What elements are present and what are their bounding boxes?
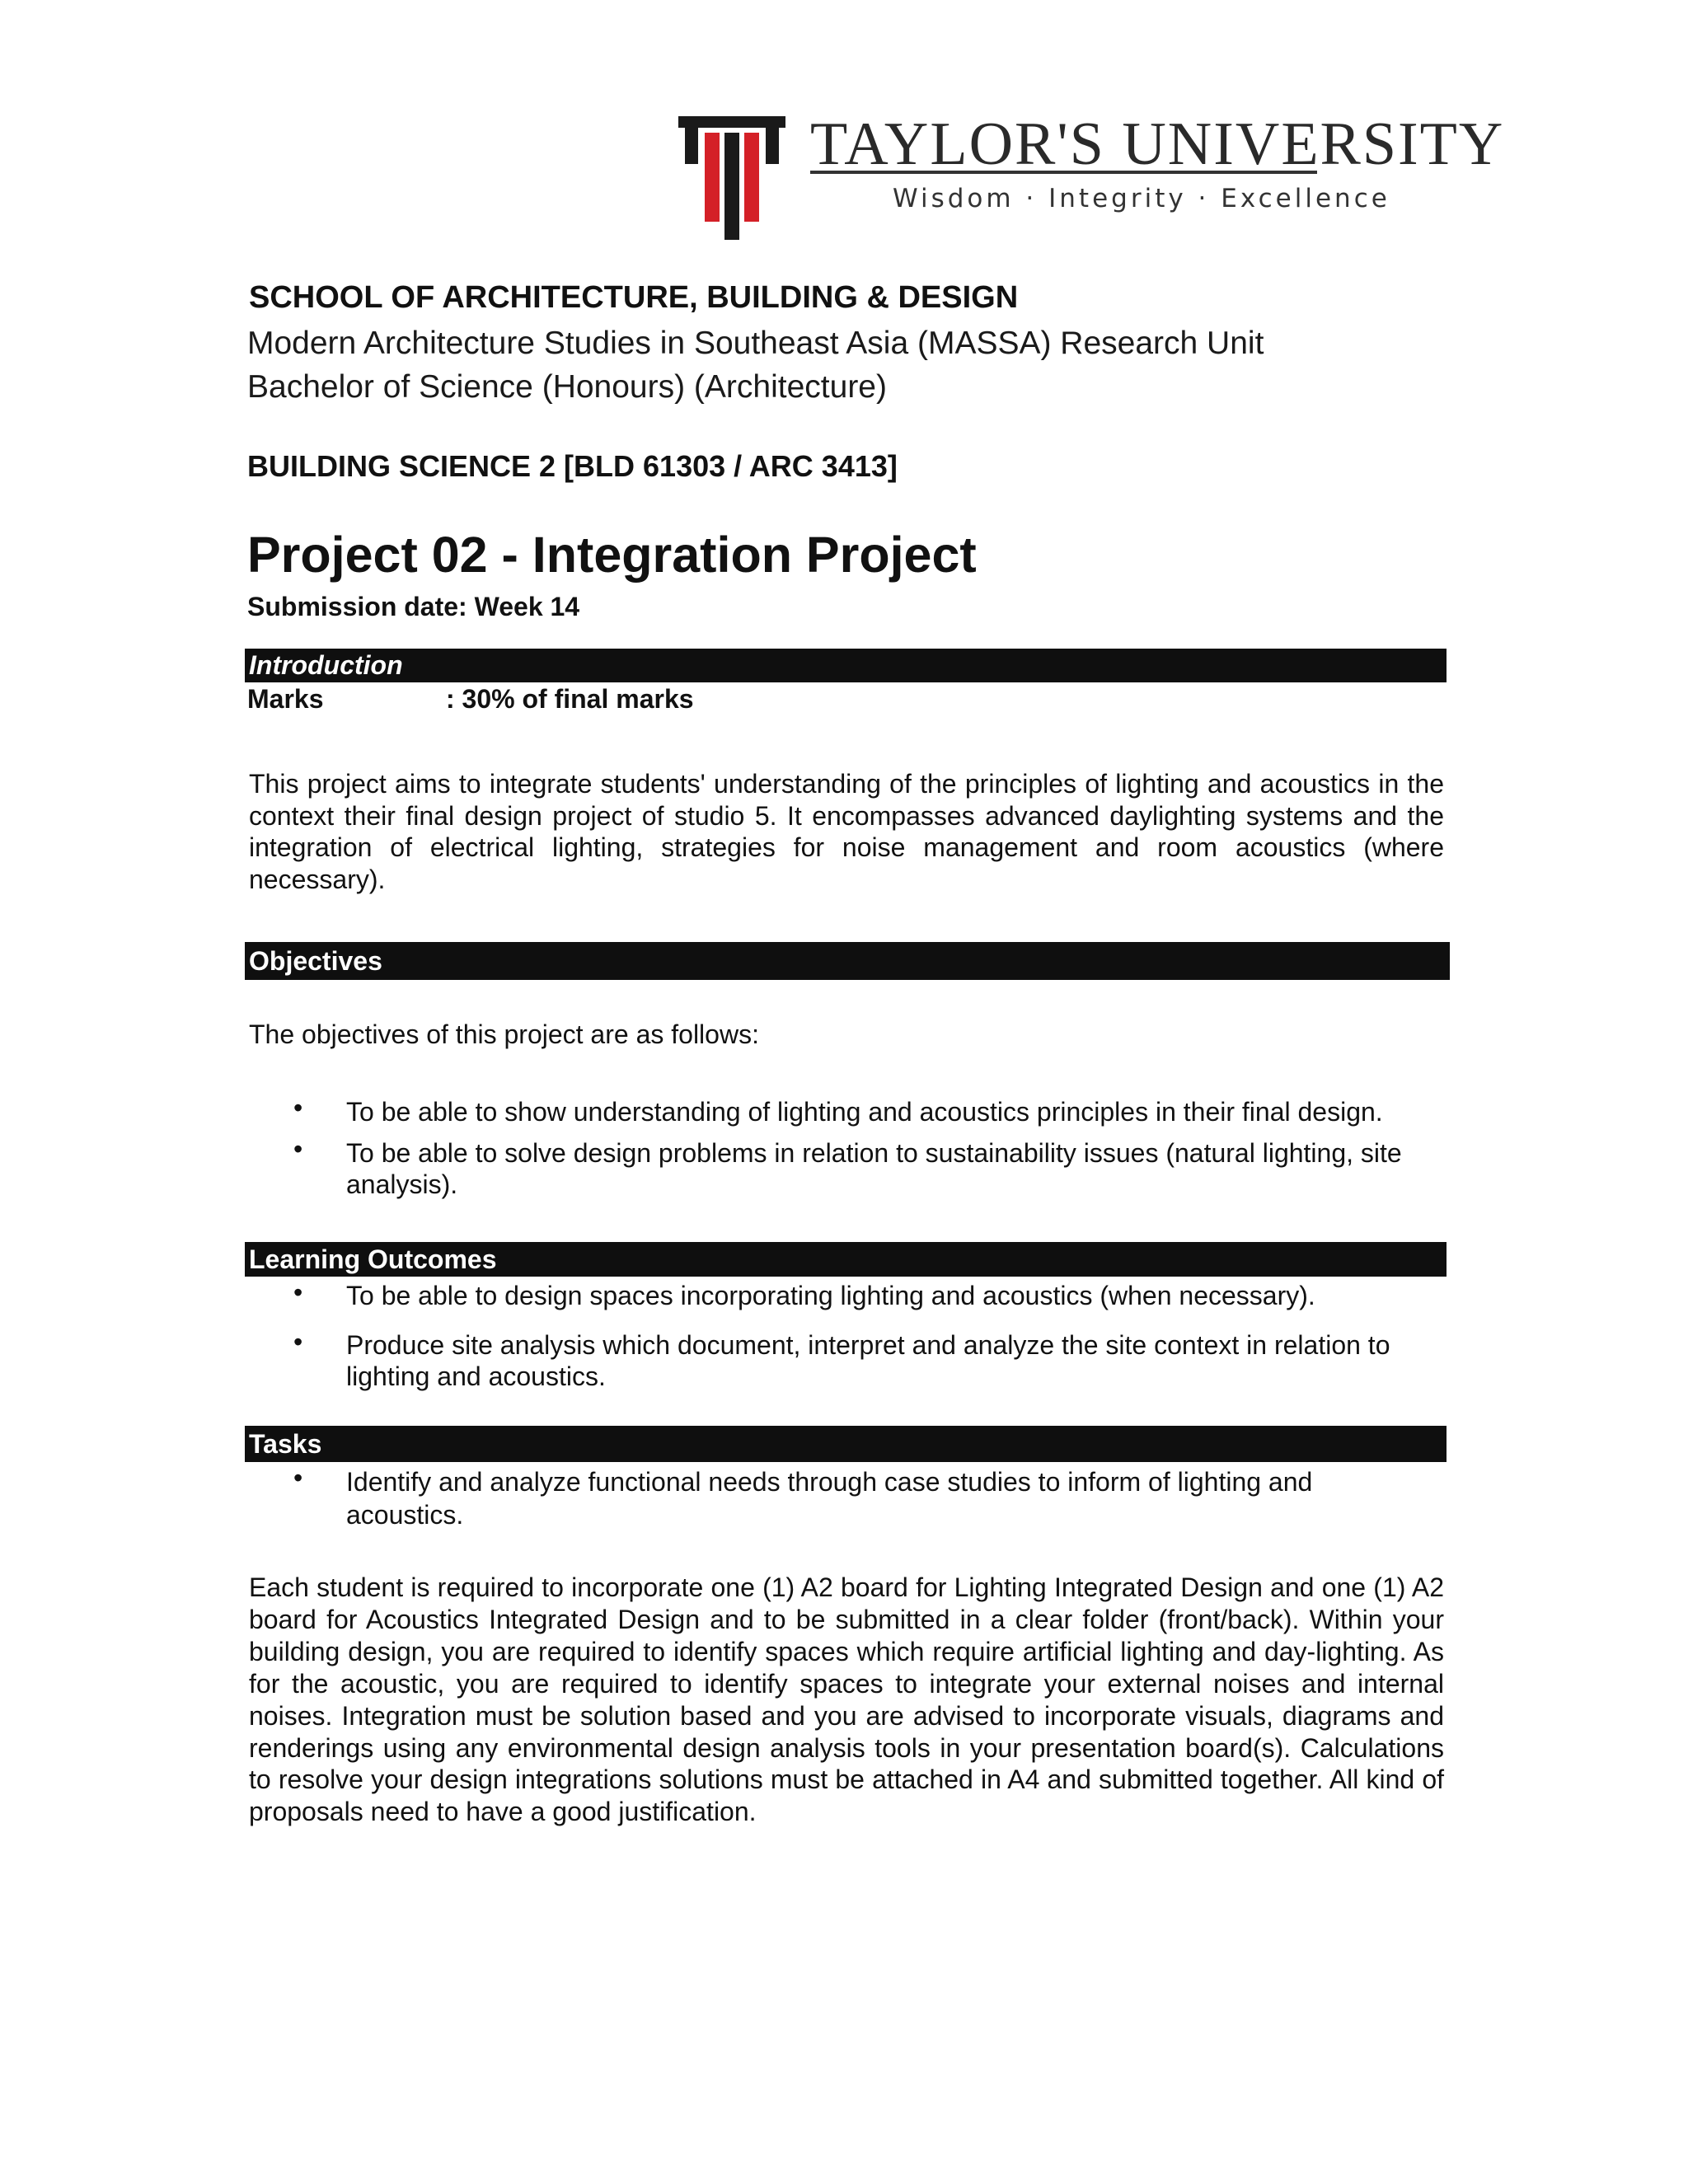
logo-divider bbox=[810, 171, 1317, 174]
objectives-intro: The objectives of this project are as follows: bbox=[249, 1019, 759, 1049]
project-title: Project 02 - Integration Project bbox=[247, 527, 977, 583]
bullet-icon: • bbox=[293, 1093, 303, 1122]
logo-wordmark: TAYLOR'S UNIVERSITY bbox=[810, 110, 1505, 178]
bullet-icon: • bbox=[293, 1277, 303, 1307]
bullet-icon: • bbox=[293, 1134, 303, 1164]
school-name: SCHOOL OF ARCHITECTURE, BUILDING & DESIGN bbox=[249, 280, 1019, 315]
submission-date: Submission date: Week 14 bbox=[247, 592, 580, 621]
bullet-icon: • bbox=[293, 1463, 303, 1493]
introduction-paragraph: This project aims to integrate students' understanding of the principles of lighting and acoustics in the context their final design project of studio 5. It encompasses advanced daylighting systems and the integration of electrical lighting, strategies for noise management and room acoustics (where necessary). bbox=[249, 769, 1444, 894]
degree-programme: Bachelor of Science (Honours) (Architecture) bbox=[247, 369, 887, 405]
list-item: To be able to show understanding of lighting and acoustics principles in their final design. bbox=[346, 1097, 1383, 1127]
section-heading-objectives: Objectives bbox=[245, 942, 1450, 980]
research-unit: Modern Architecture Studies in Southeast Asia (MASSA) Research Unit bbox=[247, 326, 1264, 361]
tasks-paragraph: Each student is required to incorporate one (1) A2 board for Lighting Integrated Design and one (1) A2 board for Acoustics Integrated Design and to be submitted in a clear folder (front/back). Within your building design, you are required to identify spaces which require artificial lighting and day-lighting. As for the acoustic, you are required to identify spaces to integrate your external noises and internal noises. Integration must be solution based and you are advised to incorporate visuals, diagrams and renderings using any environmental design analysis tools in your presentation board(s). Calculations to resolve your design integrations solutions must be attached in A4 and submitted together. All kind of proposals need to have a good justification. bbox=[249, 1572, 1444, 1827]
section-heading-learning-outcomes: Learning Outcomes bbox=[245, 1242, 1447, 1277]
list-item: To be able to solve design problems in relation to sustainability issues (natural lighting, site analysis). bbox=[346, 1138, 1402, 1199]
course-title: BUILDING SCIENCE 2 [BLD 61303 / ARC 3413] bbox=[247, 449, 898, 483]
marks-value: : 30% of final marks bbox=[446, 684, 694, 714]
list-item: To be able to design spaces incorporating lighting and acoustics (when necessary). bbox=[346, 1281, 1315, 1310]
logo-motto: Wisdom · Integrity · Excellence bbox=[893, 184, 1390, 213]
list-item: Identify and analyze functional needs through case studies to inform of lighting and acoustics. bbox=[346, 1467, 1313, 1530]
section-heading-introduction: Introduction bbox=[245, 649, 1447, 682]
marks-label: Marks bbox=[247, 684, 324, 714]
section-heading-tasks: Tasks bbox=[245, 1426, 1447, 1462]
bullet-icon: • bbox=[293, 1327, 303, 1357]
university-crest-icon bbox=[678, 116, 785, 240]
list-item: Produce site analysis which document, interpret and analyze the site context in relation to lighting and acoustics. bbox=[346, 1330, 1390, 1391]
university-logo bbox=[678, 110, 1505, 243]
